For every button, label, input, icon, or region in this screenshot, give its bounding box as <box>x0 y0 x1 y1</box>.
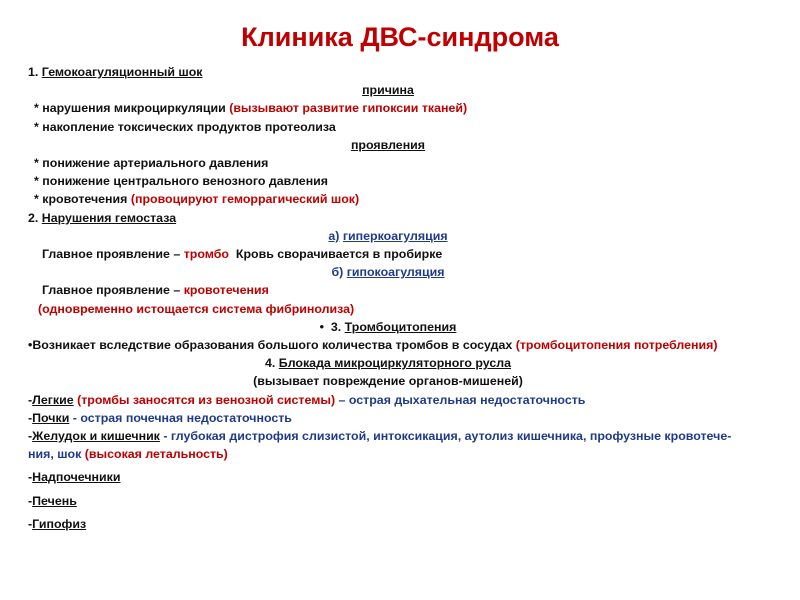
organ-item-adrenals: -Надпочечники <box>28 470 121 485</box>
section1-heading: Гемокоагуляционный шок <box>41 65 203 79</box>
cause-item-1 <box>28 99 748 117</box>
cause-item-2-text: * накопление токсических продуктов протеолиза <box>34 119 336 134</box>
organ-item-lungs: -Легкие (тромбы заносятся из венозной системы) – острая дыхательная недостаточность <box>28 392 586 407</box>
organ-item-kidneys: -Почки - острая почечная недостаточность <box>28 410 292 425</box>
manifestation-item-3-note: (провоцируют геморрагический шок) <box>130 192 360 207</box>
hypercoagulation-heading: гиперкоагуляция <box>342 228 448 243</box>
hypocoagulation-label: Главное проявление – <box>42 283 181 298</box>
organ-kidneys-name: Почки <box>32 410 70 425</box>
manifestation-item-1: * понижение артериального давления <box>34 156 269 171</box>
hypocoagulation-note: (одновременно истощается система фибринолиза) <box>38 301 355 316</box>
manifestations-heading-line <box>28 136 748 154</box>
hypocoagulation-heading-line <box>28 263 748 281</box>
organ-gut-effect: - глубокая дистрофия слизистой, интоксикация, аутолиз кишечника, профузные кровотече-ния, шок <box>28 429 732 462</box>
manifestations-heading: проявления <box>350 137 426 152</box>
organ-item-pituitary: -Гипофиз <box>28 516 87 531</box>
hypercoagulation-prefix: а) <box>328 228 340 243</box>
organ-adrenals-name: Надпочечники <box>32 470 121 485</box>
section3-number: 3. <box>330 319 342 334</box>
section3-text: Возникает вследствие образования большого количества тромбов в сосудах <box>32 338 513 353</box>
hypocoagulation-value: кровотечения <box>183 283 269 298</box>
hypocoagulation-heading: гипокоагуляция <box>346 265 445 280</box>
organ-item-gut: -Желудок и кишечник - глубокая дистрофия слизистой, интоксикация, аутолиз кишечника, профузные кровотече-ния, шок (высокая летальность) <box>28 429 732 462</box>
manifestation-item-3-text: * кровотечения <box>34 192 128 207</box>
section3-note: (тромбоцитопения потребления) <box>515 338 718 353</box>
section2-heading: Нарушения гемостаза <box>41 210 177 225</box>
cause-item-1-text: * нарушения микроциркуляции <box>34 101 226 116</box>
hypercoagulation-value: тромбо <box>183 247 229 262</box>
manifestation-item-2: * понижение центрального венозного давления <box>34 174 329 189</box>
cause-heading-line <box>28 81 748 99</box>
section2-number: 2. <box>28 210 39 225</box>
cause-item-2 <box>28 118 748 136</box>
organ-lungs-name: Легкие <box>32 392 74 407</box>
slide-title: Клиника ДВС-синдрома <box>241 22 559 52</box>
section2-header <box>28 209 748 227</box>
section3-heading: Тромбоцитопения <box>344 319 457 334</box>
section3-header <box>28 318 748 336</box>
organ-pituitary-name: Гипофиз <box>32 516 87 531</box>
hypocoagulation-main <box>28 281 748 299</box>
section4-heading: Блокада микроциркуляторного русла <box>278 356 511 371</box>
cause-item-1-note: (вызывают развитие гипоксии тканей) <box>229 101 468 116</box>
organ-gut-note: (высокая летальность) <box>84 447 228 462</box>
section4-number: 4. <box>265 356 276 371</box>
hypercoagulation-heading-line <box>28 227 748 245</box>
organ-kidneys-effect: - острая почечная недостаточность <box>72 410 292 425</box>
section4-header <box>28 354 748 372</box>
section4-subheading: (вызывает повреждение органов-мишеней) <box>253 374 523 389</box>
organ-lungs-note: (тромбы заносятся из венозной системы) <box>77 392 336 407</box>
slide-content <box>28 63 748 533</box>
organ-liver-name: Печень <box>32 493 77 508</box>
section3-bullet-2: • <box>28 338 33 353</box>
section1-header <box>28 63 748 81</box>
hypercoagulation-main <box>28 245 748 263</box>
hypocoagulation-prefix: б) <box>331 265 344 280</box>
cause-heading: причина <box>362 83 414 98</box>
organ-item-liver: -Печень <box>28 493 77 508</box>
section1-number: 1. <box>28 65 39 79</box>
manifestation-item-3 <box>28 190 748 208</box>
section3-body <box>28 336 748 354</box>
organ-lungs-effect: – острая дыхательная недостаточность <box>338 392 586 407</box>
hypercoagulation-extra: Кровь сворачивается в пробирке <box>235 247 443 262</box>
hypercoagulation-label: Главное проявление – <box>42 247 181 262</box>
organ-gut-name: Желудок и кишечник <box>32 429 160 444</box>
section3-bullet: • <box>319 319 324 334</box>
